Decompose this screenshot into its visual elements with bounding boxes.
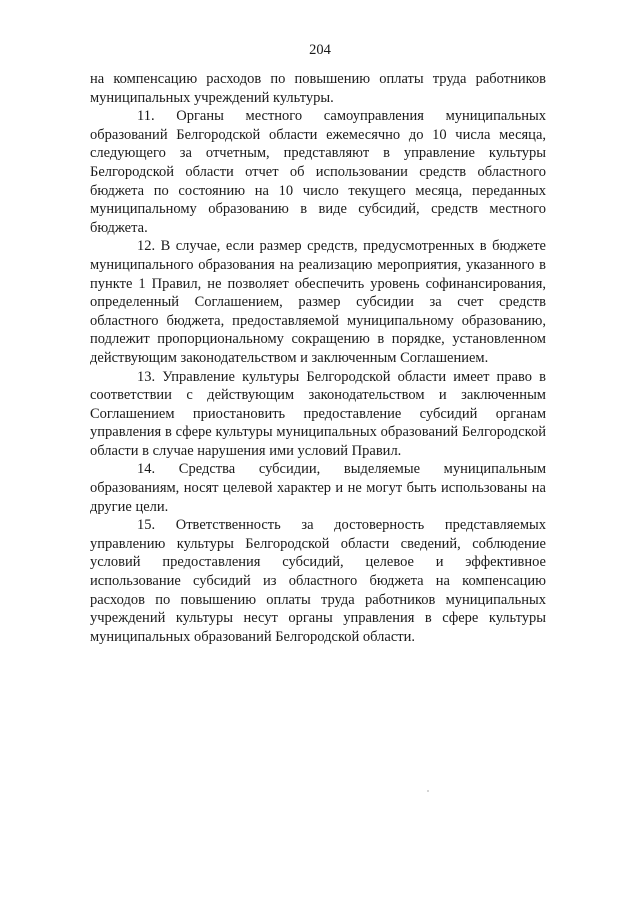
page-number: 204: [309, 42, 331, 58]
paragraph-12: 12. В случае, если размер средств, предусмотренных в бюджете муниципального образования на реализацию мероприятия, указанного в пункте 1 Правил, не позволяет обеспечить уровень софинансирования, определенный Соглашением, размер субсидии за счет средств областного бюджета, предоставляемой муниципальному образованию, подлежит пропорциональному сокращению в порядке, установленном действующим законодательством и заключенным Соглашением.: [90, 238, 546, 366]
paragraph-continuation: на компенсацию расходов по повышению оплаты труда работников муниципальных учреждений культуры.: [90, 71, 546, 106]
paragraph-14: 14. Средства субсидии, выделяемые муниципальным образованиям, носят целевой характер и не могут быть использованы на другие цели.: [90, 461, 546, 515]
paragraph-11: 11. Органы местного самоуправления муниципальных образований Белгородской области ежемесячно до 10 числа месяца, следующего за отчетным, представляют в управление культуры Белгородской области отчет об использовании средств областного бюджета по состоянию на 10 число текущего месяца, переданных муниципальному образованию в виде субсидий, средств местного бюджета.: [90, 108, 546, 236]
paragraph-13: 13. Управление культуры Белгородской области имеет право в соответствии с действующим законодательством и заключенным Соглашением приостановить предоставление субсидий органам управления в сфере культуры муниципальных образований Белгородской области в случае нарушения ими условий Правил.: [90, 368, 546, 459]
document-body: [90, 70, 546, 646]
paragraph-15: 15. Ответственность за достоверность представляемых управлению культуры Белгородской области сведений, соблюдение условий предоставления субсидий, целевое и эффективное использование субсидий из областного бюджета на компенсацию расходов по повышению оплаты труда работников муниципальных учреждений культуры несут органы управления в сфере культуры муниципальных образований Белгородской области.: [90, 517, 546, 645]
scan-speck: [427, 790, 429, 792]
